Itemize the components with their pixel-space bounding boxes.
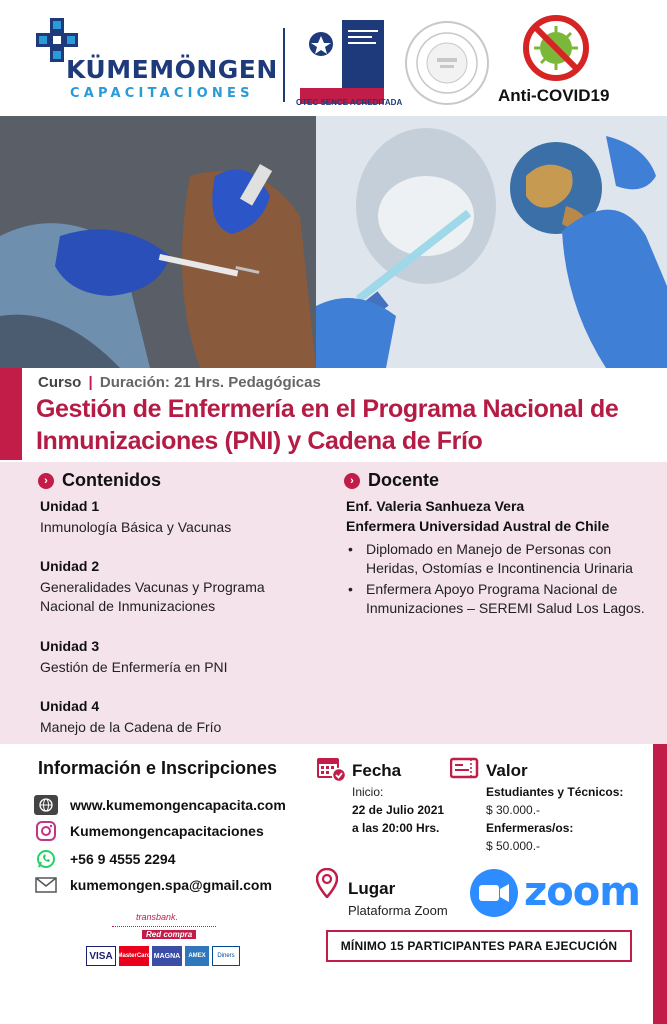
amex-logo: AMEX (185, 946, 209, 966)
fecha-heading: Fecha (352, 761, 402, 780)
email-address[interactable]: kumemongen.spa@gmail.com (70, 877, 272, 893)
docente-name: Enf. Valeria Sanhueza Vera (346, 498, 525, 514)
docente-credentials (346, 540, 656, 620)
whatsapp-icon (34, 849, 58, 869)
course-duration: Duración: 21 Hrs. Pedagógicas (99, 374, 321, 391)
unit-2-title: Unidad 2 (40, 558, 100, 574)
list-item: • Diplomado en Manejo de Personas con Heridas, Ostomías e Incontinencia Urinaria (346, 540, 656, 578)
info-heading: Información e Inscripciones (38, 758, 278, 778)
card-logos (86, 946, 240, 966)
course-title (36, 393, 636, 457)
instagram-icon (34, 821, 58, 841)
contact-phone[interactable] (34, 848, 176, 870)
unit-2-text: Generalidades Vacunas y Programa Nacional de Inmunizaciones (40, 579, 265, 614)
contenidos-heading-text: Contenidos (62, 470, 161, 490)
transbank-label: transbank. (136, 912, 179, 922)
envelope-icon (34, 875, 58, 895)
valor-price-2: $ 50.000.- (486, 839, 541, 853)
docente-heading (344, 470, 439, 491)
redcompra-label: Red compra (142, 930, 196, 939)
contenidos-heading (38, 470, 161, 491)
instagram-handle[interactable]: Kumemongencapacitaciones (70, 823, 264, 839)
vaccination-photo (0, 116, 316, 368)
globe-icon (34, 795, 58, 815)
zoom-wordmark: zoom (524, 869, 640, 915)
contact-instagram[interactable] (34, 820, 264, 842)
magna-logo: MAGNA (152, 946, 182, 966)
calendar-icon (316, 754, 346, 782)
valor-price-1: $ 30.000.- (486, 803, 541, 817)
vaccination-photo-illustration (0, 116, 316, 368)
mastercard-logo: MasterCard (119, 946, 149, 966)
brand-subtitle: CAPACITACIONES (70, 86, 254, 101)
ticket-icon (450, 756, 480, 780)
docente-heading-text: Docente (368, 470, 440, 490)
lugar-heading: Lugar (348, 879, 396, 898)
accent-bar-left (0, 368, 22, 460)
quality-seal-icon (404, 20, 490, 106)
list-item: • Enfermera Apoyo Programa Nacional de Inmunizaciones – SEREMI Salud Los Lagos. (346, 580, 656, 618)
fecha-time: a las 20:00 Hrs. (352, 821, 440, 835)
fecha-date: 22 de Julio 2021 (352, 803, 445, 817)
zoom-camera-icon (468, 868, 520, 918)
header (0, 0, 667, 116)
valor-heading: Valor (486, 761, 528, 780)
unit-1-title: Unidad 1 (40, 498, 100, 514)
globe-vaccine-photo (316, 116, 667, 368)
visa-logo: VISA (86, 946, 116, 966)
unit-1-text: Inmunología Básica y Vacunas (40, 519, 232, 535)
course-meta (38, 374, 321, 391)
accent-bar-right (653, 744, 667, 1024)
unit-4-text: Manejo de la Cadena de Frío (40, 719, 222, 735)
website-link[interactable]: www.kumemongencapacita.com (70, 797, 286, 813)
brand-name: KÜMEMÖNGEN (66, 55, 278, 84)
unit-3-title: Unidad 3 (40, 638, 100, 654)
unit-4-title: Unidad 4 (40, 698, 100, 714)
header-divider (283, 28, 285, 102)
payment-methods (86, 912, 242, 972)
zoom-logo (468, 868, 640, 918)
course-title-line1: Gestión de Enfermería en el Programa Nacional de (36, 395, 619, 423)
chevron-right-icon: › (344, 473, 360, 489)
course-title-line2: Inmunizaciones (PNI) y Cadena de Frío (36, 427, 483, 455)
docente-role: Enfermera Universidad Austral de Chile (346, 518, 610, 534)
course-label: Curso (38, 374, 82, 391)
anti-covid-label: Anti-COVID19 (498, 86, 610, 105)
globe-vaccine-illustration (316, 116, 667, 368)
diners-logo: Diners (212, 946, 240, 966)
course-separator: | (88, 374, 93, 391)
payment-dotted-line (112, 926, 216, 927)
sence-label: OTEC SENCE ACREDITADA (296, 98, 403, 107)
lugar-place: Plataforma Zoom (348, 903, 448, 918)
contact-web[interactable] (34, 794, 286, 816)
fecha-label: Inicio: (352, 785, 384, 799)
minimum-participants-notice: MÍNIMO 15 PARTICIPANTES PARA EJECUCIÓN (326, 930, 632, 962)
sence-logo-icon (300, 20, 384, 104)
valor-group-1: Estudiantes y Técnicos: (486, 785, 624, 799)
chevron-right-icon: › (38, 473, 54, 489)
contact-email[interactable] (34, 874, 272, 896)
valor-group-2: Enfermeras/os: (486, 821, 574, 835)
unit-3-text: Gestión de Enfermería en PNI (40, 659, 228, 675)
location-pin-icon (316, 868, 338, 898)
anti-covid-icon (522, 14, 590, 82)
phone-number[interactable]: +56 9 4555 2294 (70, 851, 176, 867)
